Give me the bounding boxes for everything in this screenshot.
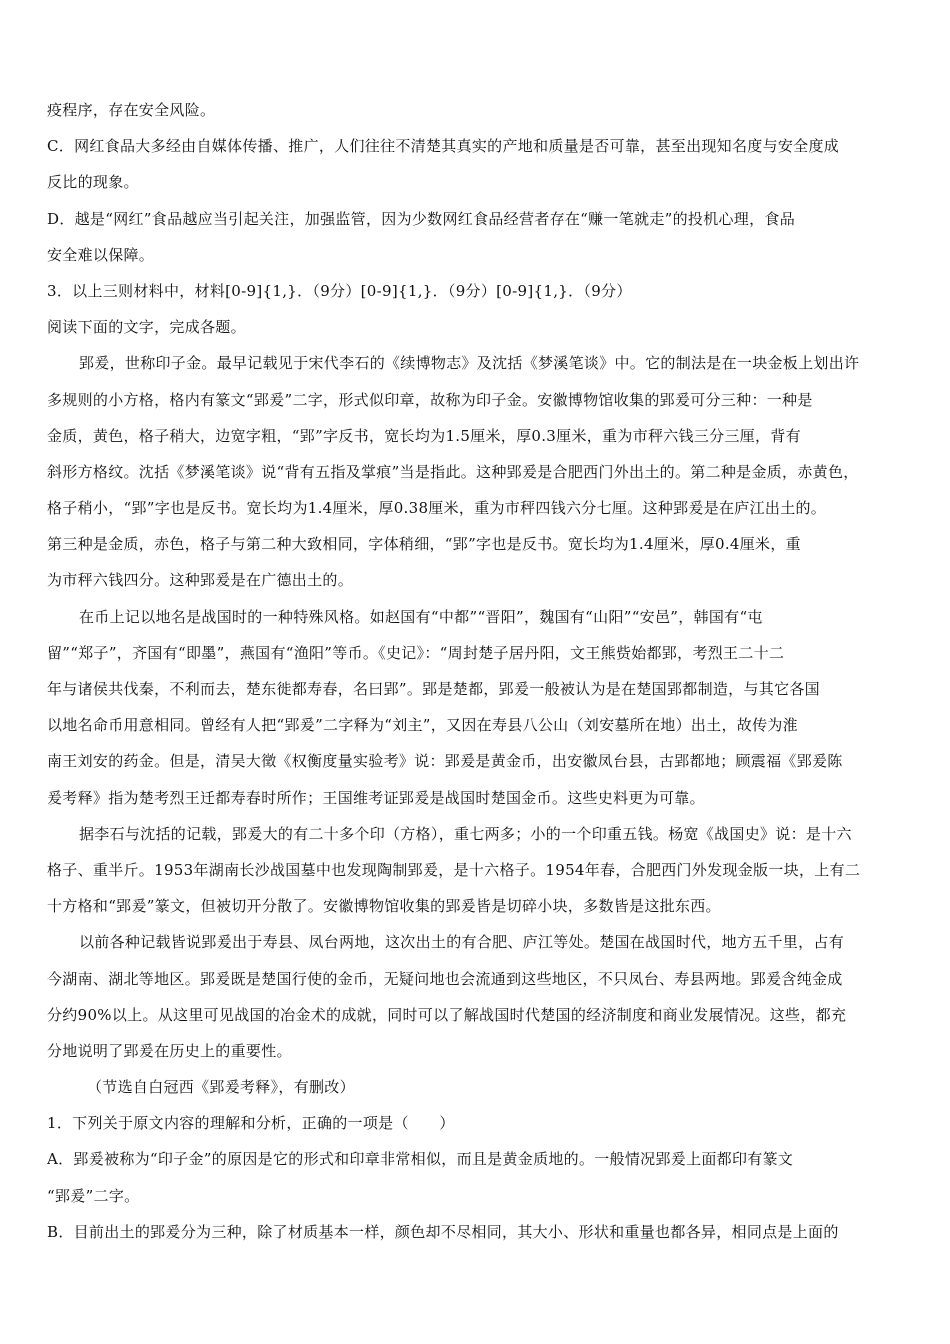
- paragraph-4-line: 分约90%以上。从这里可见战国的冶金术的成就，同时可以了解战国时代楚国的经济制度和商业发展情况。这些，都充: [47, 1005, 847, 1024]
- option-c-line-1: C．网红食品大多经由自媒体传播、推广，人们往往不清楚其真实的产地和质量是否可靠，甚至出现知名度与安全度成: [47, 137, 840, 156]
- paragraph-1-line: 第三种是金质，赤色，格子与第二种大致相同，字体稍细，“郢”字也是反书。宽长均为1.4厘米，厚0.4厘米，重: [47, 535, 801, 554]
- paragraph-3-line: 十方格和“郢爰”篆文，但被切开分散了。安徽博物馆收集的郢爰皆是切碎小块，多数皆是这批东西。: [47, 897, 721, 916]
- option-d-line-2: 安全难以保障。: [47, 245, 155, 264]
- question-3: 3．以上三则材料中，材料[0-9]{1,}．（9分）[0-9]{1,}．（9分）[0-9]{1,}．（9分）: [47, 281, 632, 300]
- paragraph-2-line: 年与诸侯共伐秦，不利而去，楚东徙都寿春，名曰郢”。郢是楚都，郢爰一般被认为是在楚国郢都制造，与其它各国: [47, 680, 820, 698]
- paragraph-1-line: 金质，黄色，格子稍大，边宽字粗，“郢”字反书，宽长均为1.5厘米，厚0.3厘米，重为市秤六钱三分三厘，背有: [47, 426, 801, 445]
- paragraph-2-line: 在币上记以地名是战国时的一种特殊风格。如赵国有“中都”“晋阳”，魏国有“山阳”“安邑”，韩国有“屯: [79, 607, 763, 626]
- paragraph-1-line: 为市秤六钱四分。这种郢爰是在广德出土的。: [47, 571, 354, 590]
- option-d-line-1: D．越是“网红”食品越应当引起关注，加强监管，因为少数网红食品经营者存在“赚一笔就走”的投机心理，食品: [47, 209, 796, 228]
- paragraph-1-line: 多规则的小方格，格内有篆文“郢爰”二字，形式似印章，故称为印子金。安徽博物馆收集的郢爰可分三种：一种是: [47, 390, 813, 409]
- paragraph-1-line: 斜形方格纹。沈括《梦溪笔谈》说“背有五指及掌痕”当是指此。这种郢爰是合肥西门外出土的。第二种是金质，赤黄色，: [47, 462, 859, 481]
- option-a-line-1: A．郢爰被称为“印子金”的原因是它的形式和印章非常相似，而且是黄金质地的。一般情况郢爰上面都印有篆文: [47, 1150, 794, 1169]
- document-page: [47, 92, 911, 1250]
- paragraph-2-line: 南王刘安的药金。但是，清吴大徵《权衡度量实验考》说：郢爰是黄金币，出安徽凤台县，古郢都地；顾震福《郢爰陈: [47, 752, 843, 771]
- paragraph-2-line: 留”“郑子”，齐国有“即墨”，燕国有“渔阳”等币。《史记》：“周封楚子居丹阳，文王熊赀始都郢，考烈王二十二: [47, 643, 785, 662]
- source-citation: （节选自白冠西《郢爰考释》，有删改）: [87, 1078, 355, 1097]
- paragraph-4-line: 以前各种记载皆说郢爰出于寿县、凤台两地，这次出土的有合肥、庐江等处。楚国在战国时代，地方五千里，占有: [79, 933, 845, 952]
- paragraph-2-line: 爰考释》指为楚考烈王迁都寿春时所作；王国维考证郢爰是战国时楚国金币。这些史料更为可靠。: [47, 788, 705, 807]
- paragraph-1-line: 郢爰，世称印子金。最早记载见于宋代李石的《续博物志》及沈括《梦溪笔谈》中。它的制法是在一块金板上划出许: [79, 354, 860, 373]
- paragraph-3-line: 格子、重半斤。1953年湖南长沙战国墓中也发现陶制郢爰，是十六格子。1954年春，合肥西门外发现金版一块，上有二: [47, 860, 861, 879]
- paragraph-2-line: 以地名命币用意相同。曾经有人把“郢爰”二字释为“刘主”，又因在寿县八公山（刘安墓所在地）出土，故传为淮: [47, 716, 798, 735]
- question-1: 1．下列关于原文内容的理解和分析，正确的一项是（ ）: [47, 1114, 455, 1133]
- reading-instruction: 阅读下面的文字，完成各题。: [47, 318, 246, 337]
- paragraph-1-line: 格子稍小，“郢”字也是反书。宽长均为1.4厘米，厚0.38厘米，重为市秤四钱六分七厘。这种郢爰是在庐江出土的。: [47, 499, 827, 518]
- option-c-line-2: 反比的现象。: [47, 173, 139, 192]
- option-a-line-2: “郢爰”二字。: [47, 1186, 140, 1205]
- paragraph-4-line: 分地说明了郢爰在历史上的重要性。: [47, 1041, 292, 1060]
- text-line: 疫程序，存在安全风险。: [47, 101, 216, 119]
- paragraph-4-line: 今湖南、湖北等地区。郢爰既是楚国行使的金币，无疑问地也会流通到这些地区，不只凤台、寿县两地。郢爰含纯金成: [47, 969, 843, 988]
- paragraph-3-line: 据李石与沈括的记载，郢爰大的有二十多个印（方格），重七两多；小的一个印重五钱。杨宽《战国史》说：是十六: [79, 824, 852, 843]
- option-b-line-1: B．目前出土的郢爰分为三种，除了材质基本一样，颜色却不尽相同，其大小、形状和重量也都各异，相同点是上面的: [47, 1222, 839, 1241]
